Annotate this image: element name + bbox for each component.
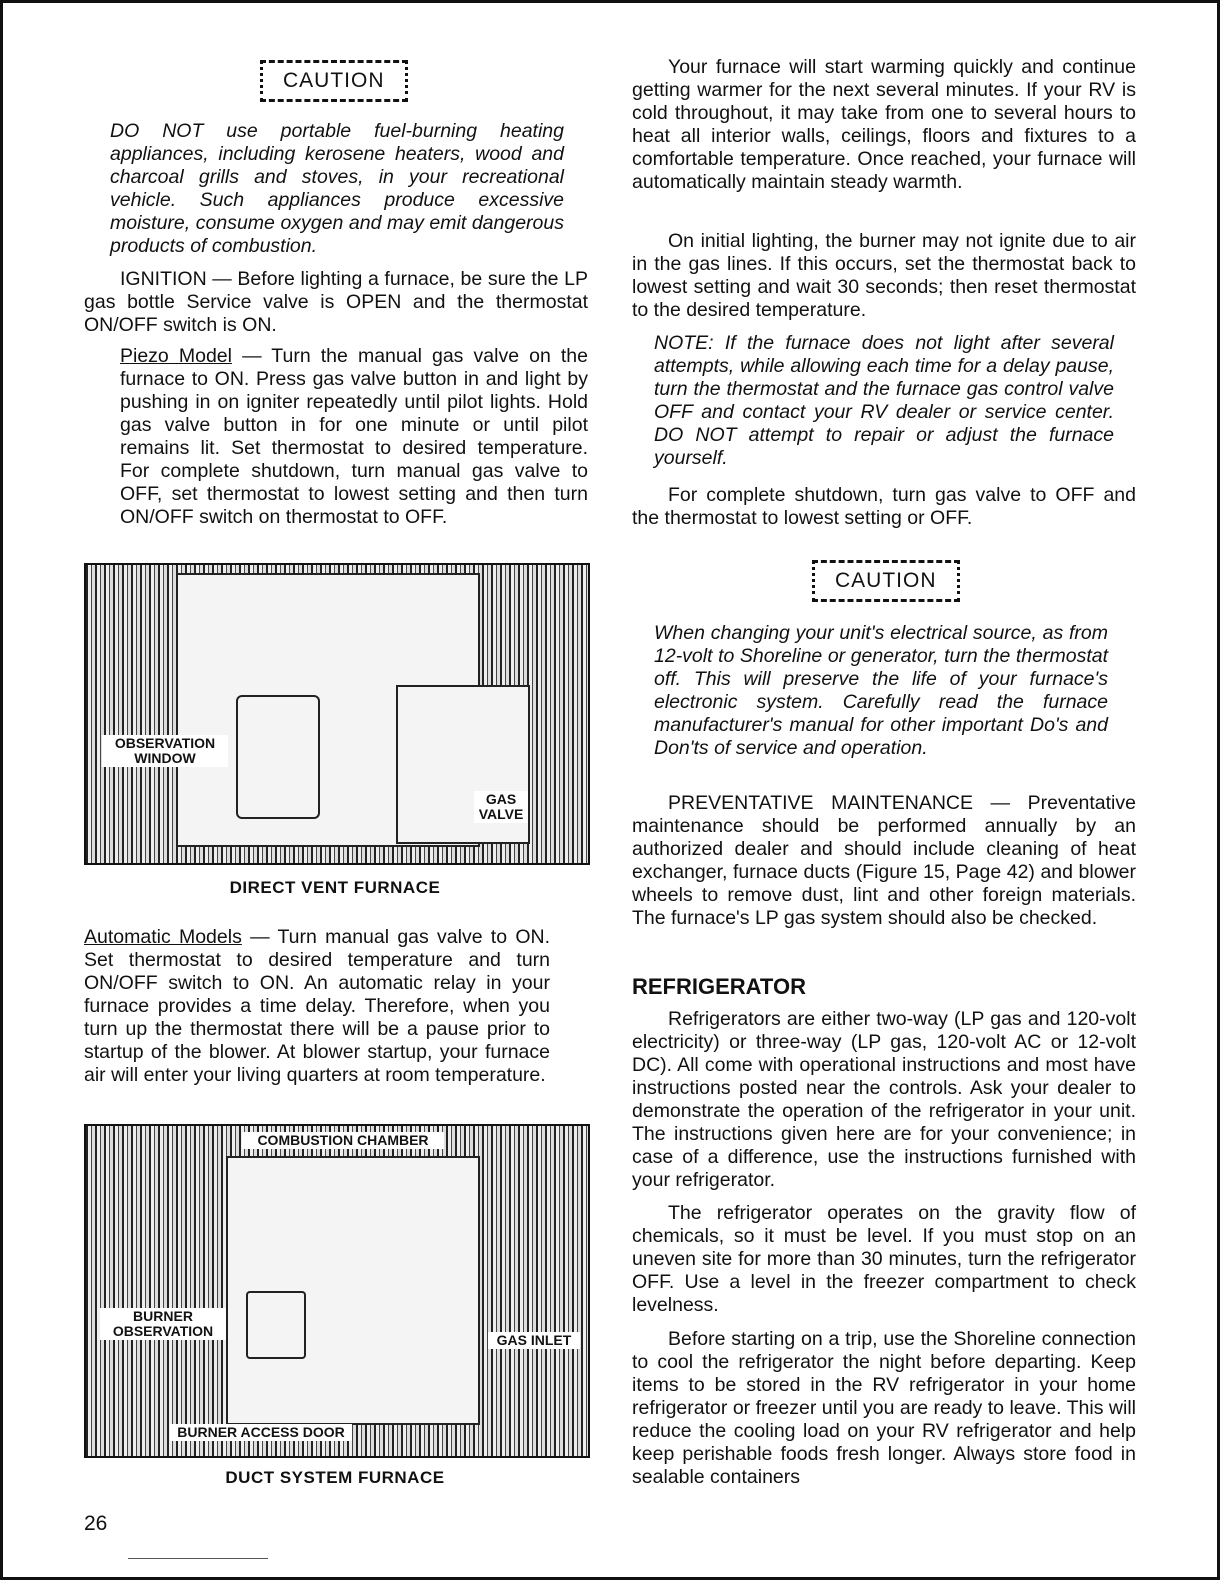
caution-text-1: DO NOT use portable fuel-burning heating appliances, including kerosene heaters, wood and charcoal grills and stoves, in your recreational vehicle. Such appliances produce excessive moisture, consume oxygen and may emit dangerous products of combustion. — [110, 120, 564, 257]
piezo-label: Piezo Model — [120, 345, 232, 367]
refrigerator-paragraph-3: Before starting on a trip, use the Shoreline connection to cool the refrigerator the night before departing. Keep items to be stored in the RV refrigerator in your home refrigerator or freezer until you are ready to leave. This will reduce the cooling load on your RV refrigerator and help keep perishable foods fresh longer. Always store food in sealable containers — [632, 1328, 1136, 1488]
automatic-paragraph — [84, 926, 550, 1087]
caution-label-2: CAUTION — [812, 560, 960, 602]
observation-window-label: OBSERVATION WINDOW — [102, 735, 228, 767]
caution-box-2 — [812, 560, 960, 602]
ignition-paragraph: IGNITION — Before lighting a furnace, be sure the LP gas bottle Service valve is OPEN and the thermostat ON/OFF switch is ON. — [84, 268, 588, 336]
figure-caption-duct-system: DUCT SYSTEM FURNACE — [225, 1468, 445, 1487]
maintenance-paragraph: PREVENTATIVE MAINTENANCE — Preventative maintenance should be performed annually by an authorized dealer and should include cleaning of heat exchanger, furnace ducts (Figure 15, Page 42) and blower wheels to remove dust, lint and other foreign materials. The furnace's LP gas system should also be checked. — [632, 792, 1136, 929]
shutdown-paragraph: For complete shutdown, turn gas valve to OFF and the thermostat to lowest setting or OFF. — [632, 484, 1136, 529]
footer-rule — [128, 1558, 268, 1559]
automatic-text: — Turn manual gas valve to ON. Set thermostat to desired temperature and turn ON/OFF switch to ON. An automatic relay in your furnace provides a time delay. Therefore, when you turn up the thermostat there will be a pause prior to startup of the blower. At blower startup, your furnace air will enter your living quarters at room temperature. — [84, 926, 550, 1086]
burner-observation-label: BURNER OBSERVATION — [100, 1308, 226, 1340]
combustion-chamber-label: COMBUSTION CHAMBER — [242, 1132, 444, 1149]
burner-access-door-label: BURNER ACCESS DOOR — [170, 1424, 352, 1441]
initial-lighting-paragraph: On initial lighting, the burner may not ignite due to air in the gas lines. If this occurs, set the thermostat back to lowest setting and wait 30 seconds; then reset thermostat to the desired temperature. — [632, 230, 1136, 321]
gas-valve-label: GAS VALVE — [474, 791, 528, 823]
direct-vent-furnace-figure — [84, 563, 590, 865]
refrigerator-heading: REFRIGERATOR — [632, 974, 806, 999]
piezo-paragraph — [120, 345, 588, 529]
caution-label: CAUTION — [260, 60, 408, 102]
gas-inlet-label: GAS INLET — [488, 1332, 580, 1349]
page-number: 26 — [84, 1512, 108, 1535]
figure-caption-direct-vent: DIRECT VENT FURNACE — [229, 878, 441, 897]
warming-paragraph: Your furnace will start warming quickly and continue getting warmer for the next several minutes. If your RV is cold throughout, it may take from one to several hours to heat all interior walls, ceilings, floors and fixtures to a comfortable temperature. Once reached, your furnace will automatically maintain steady warmth. — [632, 56, 1136, 193]
duct-system-furnace-figure — [84, 1124, 590, 1458]
caution-box-1 — [260, 60, 408, 102]
piezo-text: — Turn the manual gas valve on the furnace to ON. Press gas valve button in and light by pushing in on igniter repeatedly until pilot lights. Hold gas valve button in for one minute or until pilot remains lit. Set thermostat to desired temperature. For complete shutdown, turn manual gas valve to OFF, set thermostat to lowest setting and then turn ON/OFF switch on thermostat to OFF. — [120, 345, 589, 528]
refrigerator-paragraph-2: The refrigerator operates on the gravity flow of chemicals, so it must be level. If you must stop on an uneven site for more than 30 minutes, turn the refrigerator OFF. Use a level in the freezer compartment to check levelness. — [632, 1202, 1136, 1316]
automatic-label: Automatic Models — [84, 926, 242, 948]
refrigerator-paragraph-1: Refrigerators are either two-way (LP gas and 120-volt electricity) or three-way (LP gas, 120-volt AC or 12-volt DC). All come with operational instructions and most have instructions posted near the controls. Ask your dealer to demonstrate the operation of the refrigerator in your unit. The instructions given here are for your convenience; in case of a difference, use the instructions furnished with your refrigerator. — [632, 1008, 1136, 1191]
observation-window-panel — [236, 695, 320, 819]
note-paragraph: NOTE: If the furnace does not light after several attempts, while allowing each time for a delay pause, turn the thermostat and the furnace gas control valve OFF and contact your RV dealer or service center. DO NOT attempt to repair or adjust the furnace yourself. — [654, 332, 1114, 469]
burner-observation-panel — [246, 1291, 306, 1359]
caution-text-2: When changing your unit's electrical source, as from 12-volt to Shoreline or generator, turn the thermostat off. This will preserve the life of your furnace's electronic system. Carefully read the furnace manufacturer's manual for other important Do's and Don'ts of service and operation. — [654, 622, 1108, 759]
